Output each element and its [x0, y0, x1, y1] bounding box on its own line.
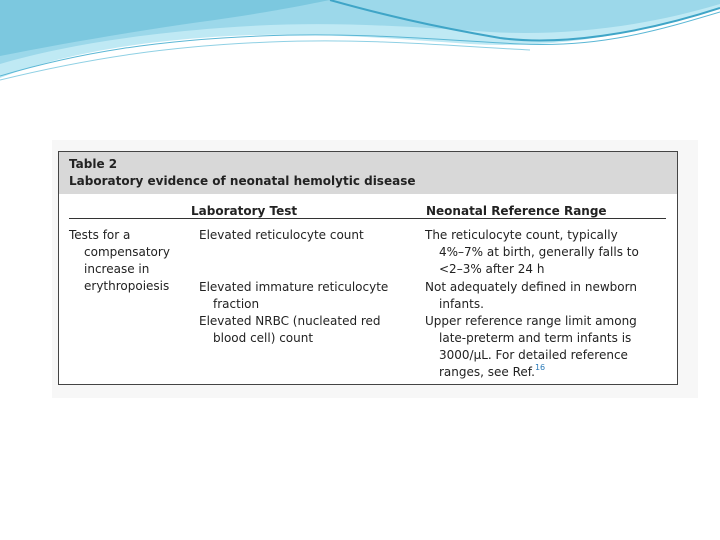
category-line: compensatory: [84, 245, 170, 259]
category-line: erythropoiesis: [84, 279, 170, 293]
range-line-last: [439, 364, 545, 381]
range-line: Upper reference range limit among: [425, 314, 637, 328]
category-line: increase in: [84, 262, 150, 276]
table-caption: Table 2: [69, 157, 118, 171]
test-line: Elevated reticulocyte count: [199, 228, 364, 242]
reference-link[interactable]: 16: [534, 363, 546, 372]
range-line: infants.: [439, 297, 484, 311]
table-title: Laboratory evidence of neonatal hemolytic disease: [69, 174, 416, 188]
range-line: The reticulocyte count, typically: [425, 228, 618, 242]
column-header-test: Laboratory Test: [191, 204, 298, 218]
range-line: <2–3% after 24 h: [439, 262, 545, 276]
lab-evidence-table: [58, 151, 678, 385]
header-wave-decoration: [0, 0, 720, 90]
category-line: Tests for a: [69, 228, 131, 242]
test-line: Elevated immature reticulocyte: [199, 280, 389, 294]
column-header-range: Neonatal Reference Range: [426, 204, 607, 218]
test-line: Elevated NRBC (nucleated red: [199, 314, 381, 328]
range-line: late-preterm and term infants is: [439, 331, 632, 345]
test-line: fraction: [213, 297, 260, 311]
header-rule: [69, 218, 666, 219]
range-line: Not adequately defined in newborn: [425, 280, 637, 294]
range-line: 4%–7% at birth, generally falls to: [439, 245, 639, 259]
range-line: 3000/μL. For detailed reference: [439, 348, 628, 362]
test-line: blood cell) count: [213, 331, 314, 345]
table-title-band: [59, 152, 677, 194]
range-line: ranges, see Ref.: [439, 365, 535, 379]
